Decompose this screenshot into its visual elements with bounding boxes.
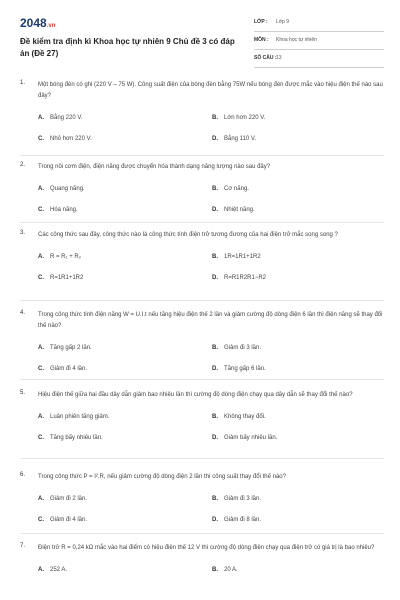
question-text: Hiệu điện thế giữa hai đầu dây dẫn giảm bao nhiêu lần thì cường độ dòng điện chạy qua dây dẫn sẽ thay đổi thế nào? bbox=[38, 392, 353, 398]
option-b[interactable]: B. Lớn hơn 220 V. bbox=[212, 115, 266, 121]
question-number: 5. bbox=[20, 390, 26, 396]
divider bbox=[20, 458, 384, 459]
option-a[interactable]: A. R = R₁ + R₂ bbox=[38, 254, 82, 260]
question-text: Một bóng đèn có ghi (220 V – 75 W). Công suất điện của bóng đèn bằng 75W nếu bóng đèn được mắc vào hiệu điện thế nào sau đây? bbox=[38, 82, 383, 99]
option-c[interactable]: C. Nhỏ hơn 220 V. bbox=[38, 136, 92, 142]
options bbox=[38, 554, 384, 582]
option-d[interactable]: D. R=R1R2R1−R2 bbox=[212, 275, 267, 281]
question-number: 3. bbox=[20, 230, 26, 236]
option-b[interactable]: B. 1R=1R1+1R2 bbox=[212, 254, 261, 260]
question-number: 2. bbox=[20, 162, 26, 168]
info-value: Khoa học tự nhiên bbox=[276, 37, 317, 43]
info-row-count bbox=[254, 52, 384, 68]
option-d[interactable]: D. Giảm bấy nhiêu lần. bbox=[212, 435, 278, 441]
info-label: SỐ CÂU : bbox=[254, 55, 277, 61]
document-title: Đề kiểm tra định kì Khoa học tự nhiên 9 Chủ đề 3 có đáp án (Đề 27) bbox=[20, 37, 235, 58]
divider bbox=[20, 155, 384, 156]
info-value: 13 bbox=[276, 55, 282, 61]
option-c[interactable]: C. Giảm đi 4 lần. bbox=[38, 366, 88, 372]
options bbox=[38, 332, 384, 380]
info-label: LỚP : bbox=[254, 19, 268, 25]
option-a[interactable]: A. Giảm đi 2 lần. bbox=[38, 496, 88, 502]
option-a[interactable]: A. Luân phiên tăng giảm. bbox=[38, 414, 110, 420]
option-c[interactable]: C. Giảm đi 4 lần. bbox=[38, 517, 88, 523]
option-d[interactable]: D. Tăng gấp 6 lần. bbox=[212, 366, 266, 372]
options bbox=[38, 483, 384, 531]
option-a[interactable]: A. Tăng gấp 2 lần. bbox=[38, 345, 92, 351]
question-text: Trong công thức tính điện năng W = U.I.t nếu tăng hiệu điện thế 2 lần và giảm cường độ dòng điện 6 lần thì điện năng sẽ thay đổi thế nào? bbox=[38, 312, 383, 329]
option-d[interactable]: D. Nhiệt năng. bbox=[212, 207, 255, 213]
options bbox=[38, 241, 384, 289]
question-number: 1. bbox=[20, 80, 26, 86]
site-logo[interactable] bbox=[20, 16, 55, 30]
option-b[interactable]: B. Giảm đi 3 lần. bbox=[212, 345, 262, 351]
option-b[interactable]: B. Cơ năng. bbox=[212, 186, 249, 192]
question-text: Các công thức sau đây, công thức nào là công thức tính điện trở tương đương của hai điện trở mắc song song ? bbox=[38, 232, 338, 238]
question-number: 6. bbox=[20, 472, 26, 478]
option-c[interactable]: C. R=1R1+1R2 bbox=[38, 275, 84, 281]
option-d[interactable]: D. Bằng 110 V. bbox=[212, 136, 257, 142]
question-7 bbox=[20, 543, 384, 582]
option-c[interactable]: C. Tăng bấy nhiêu lần. bbox=[38, 435, 103, 441]
question-number: 7. bbox=[20, 543, 26, 549]
logo-main: 2048 bbox=[20, 16, 47, 30]
option-a[interactable]: A. 252 A. bbox=[38, 567, 68, 573]
option-b[interactable]: B. 20 A. bbox=[212, 567, 238, 573]
question-text: Trong công thức P = I².R, nếu giảm cường độ dòng điện 2 lần thì công suất thay đổi thế nào? bbox=[38, 474, 286, 480]
info-row-class bbox=[254, 16, 384, 32]
options bbox=[38, 102, 384, 150]
question-5 bbox=[20, 390, 384, 449]
question-text: Trong nồi cơm điện, điện năng được chuyển hóa thành dạng năng lượng nào sau đây? bbox=[38, 164, 271, 170]
option-c[interactable]: C. Hóa năng. bbox=[38, 207, 78, 213]
question-6 bbox=[20, 472, 384, 531]
info-label: MÔN : bbox=[254, 37, 269, 43]
question-number: 4. bbox=[20, 310, 26, 316]
divider bbox=[20, 222, 384, 223]
option-b[interactable]: B. Không thay đổi. bbox=[212, 414, 266, 420]
question-1 bbox=[20, 80, 384, 150]
options bbox=[38, 173, 384, 221]
question-2 bbox=[20, 162, 384, 221]
question-3 bbox=[20, 230, 384, 289]
option-a[interactable]: A. Quang năng. bbox=[38, 186, 85, 192]
question-4 bbox=[20, 310, 384, 380]
option-d[interactable]: D. Giảm đi 8 lần. bbox=[212, 517, 262, 523]
info-panel bbox=[254, 16, 384, 70]
logo-suffix: .vn bbox=[46, 23, 56, 29]
option-b[interactable]: B. Giảm đi 3 lần. bbox=[212, 496, 262, 502]
info-row-subject bbox=[254, 34, 384, 50]
divider bbox=[20, 300, 384, 301]
divider bbox=[20, 533, 384, 534]
question-text: Điện trở R = 0,24 kΩ mắc vào hai điểm có hiệu điện thế 12 V thì cường độ dòng điện chạy qua điện trở có giá trị là bao nhiêu? bbox=[38, 545, 375, 551]
header bbox=[20, 14, 384, 64]
info-value: Lớp 9 bbox=[276, 19, 290, 25]
option-a[interactable]: A. Bằng 220 V. bbox=[38, 115, 83, 121]
options bbox=[38, 401, 384, 449]
